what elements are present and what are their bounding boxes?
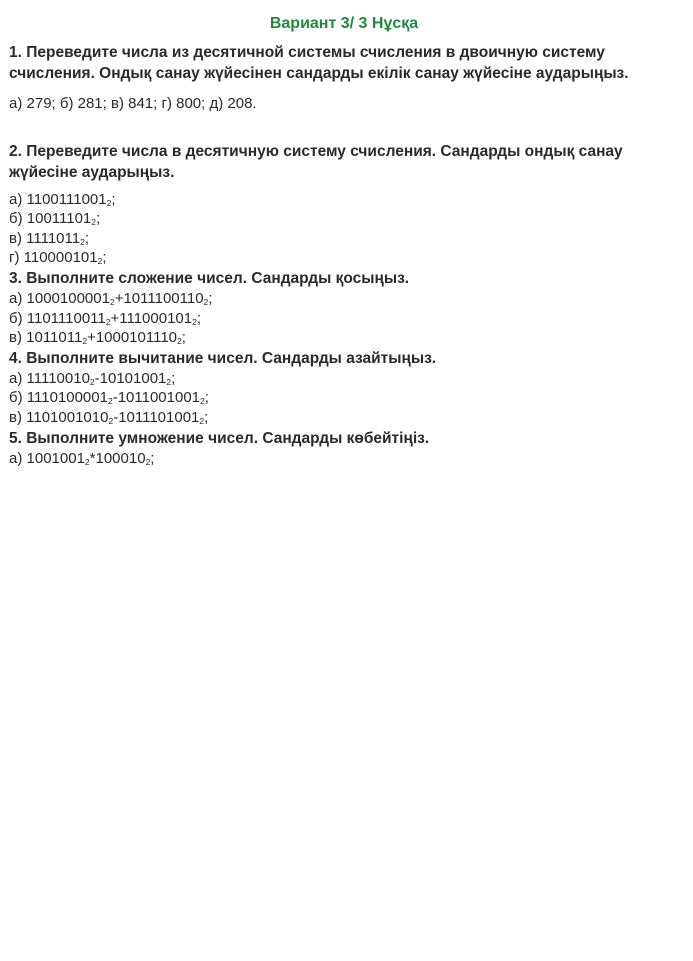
operator: - bbox=[112, 389, 118, 407]
task-2-list bbox=[9, 190, 679, 268]
number-1: 1011011 bbox=[26, 329, 83, 347]
item-end: ; bbox=[150, 449, 155, 467]
task-2-item bbox=[9, 248, 679, 268]
base-subscript-1: 2 bbox=[82, 336, 88, 347]
item-end: ; bbox=[204, 408, 209, 426]
task-2-item bbox=[9, 190, 679, 210]
operator: - bbox=[94, 369, 100, 387]
base-subscript-1: 2 bbox=[105, 316, 111, 327]
item-label: б) bbox=[9, 309, 27, 327]
operator: - bbox=[113, 408, 119, 426]
base-subscript-1: 2 bbox=[84, 456, 90, 467]
item-label: в) bbox=[9, 329, 27, 347]
number-2: 111000101 bbox=[119, 309, 193, 327]
item-label: б) bbox=[9, 389, 27, 407]
operator: + bbox=[87, 329, 96, 347]
number-2: 10101001 bbox=[99, 369, 167, 387]
item-label: а) bbox=[9, 449, 27, 467]
item-label: а) bbox=[9, 289, 27, 307]
number-1: 1101001010 bbox=[26, 408, 109, 426]
base-subscript-1: 2 bbox=[80, 236, 85, 247]
item-end: ; bbox=[196, 309, 202, 327]
task-5-heading: 5. Выполните умножение чисел. Сандарды көбейтіңіз. bbox=[9, 429, 430, 447]
task-4-item bbox=[9, 369, 679, 389]
base-subscript-2: 2 bbox=[177, 336, 182, 347]
number-1: 110000101 bbox=[23, 249, 98, 267]
item-end: ; bbox=[181, 329, 186, 347]
number-1: 11110010 bbox=[26, 369, 90, 387]
base-subscript-2: 2 bbox=[199, 415, 205, 426]
operator: + bbox=[110, 309, 120, 327]
number-2: 1011100110 bbox=[123, 289, 204, 307]
number-1: 1001001 bbox=[26, 449, 85, 467]
task-3-item bbox=[9, 309, 679, 329]
number-1: 1101110011 bbox=[26, 309, 106, 327]
task-3-list bbox=[9, 289, 679, 348]
item-end: ; bbox=[96, 210, 101, 228]
item-end: ; bbox=[171, 369, 176, 387]
item-label: г) bbox=[9, 249, 24, 267]
item-end: ; bbox=[111, 190, 116, 208]
item-label: а) bbox=[9, 190, 27, 208]
task-1-numbers: а) 279; б) 281; в) 841; г) 800; д) 208. bbox=[9, 95, 257, 112]
number-2: 1011101001 bbox=[118, 408, 200, 426]
task-4-heading: 4. Выполните вычитание чисел. Сандарды азайтыңыз. bbox=[9, 349, 437, 367]
task-4-item bbox=[9, 388, 679, 408]
operator: + bbox=[114, 289, 124, 307]
number-1: 1000100001 bbox=[26, 289, 110, 307]
task-4-list bbox=[9, 369, 679, 428]
task-5-list bbox=[9, 449, 679, 469]
variant-title: Вариант 3/ 3 Нұсқа bbox=[269, 15, 419, 32]
base-subscript-2: 2 bbox=[192, 316, 197, 327]
task-2-item bbox=[9, 209, 679, 229]
task-3-item bbox=[9, 328, 679, 348]
task-3-heading: 3. Выполните сложение чисел. Сандарды қосыңыз. bbox=[9, 269, 410, 287]
item-label: б) bbox=[9, 210, 27, 228]
task-2-heading: 2. Переведите числа в десятичную систему счисления. Сандарды ондық санау жүйесіне аударыңыз. bbox=[9, 142, 623, 181]
base-subscript-1: 2 bbox=[107, 396, 113, 407]
number-1: 1100111001 bbox=[26, 190, 107, 208]
base-subscript-2: 2 bbox=[166, 376, 172, 387]
task-4-item bbox=[9, 408, 679, 428]
base-subscript-2: 2 bbox=[145, 456, 151, 467]
number-1: 10011101 bbox=[26, 210, 92, 228]
base-subscript-2: 2 bbox=[200, 396, 205, 407]
task-5-item bbox=[9, 449, 679, 469]
item-end: ; bbox=[102, 249, 107, 267]
item-label: в) bbox=[9, 229, 27, 247]
number-1: 1110100001 bbox=[26, 389, 108, 407]
item-end: ; bbox=[84, 229, 89, 247]
number-2: 1000101110 bbox=[95, 329, 178, 347]
base-subscript-1: 2 bbox=[106, 197, 112, 208]
item-label: а) bbox=[9, 369, 27, 387]
number-2: 1011001001 bbox=[117, 389, 201, 407]
base-subscript-1: 2 bbox=[109, 296, 115, 307]
base-subscript-1: 2 bbox=[91, 217, 97, 228]
base-subscript-2: 2 bbox=[203, 296, 209, 307]
base-subscript-1: 2 bbox=[97, 256, 103, 267]
base-subscript-1: 2 bbox=[89, 376, 95, 387]
base-subscript-1: 2 bbox=[108, 415, 114, 426]
number-2: 100010 bbox=[95, 449, 146, 467]
number-1: 1111011 bbox=[26, 229, 81, 247]
operator: * bbox=[89, 449, 96, 467]
item-end: ; bbox=[204, 389, 209, 407]
item-label: в) bbox=[9, 408, 27, 426]
task-1-heading: 1. Переведите числа из десятичной системы счисления в двоичную систему счисления. Ондық санау жүйесінен сандарды екілік санау жүйесіне аударыңыз. bbox=[9, 44, 629, 82]
task-3-item bbox=[9, 289, 679, 309]
task-2-item bbox=[9, 229, 679, 249]
item-end: ; bbox=[208, 289, 213, 307]
